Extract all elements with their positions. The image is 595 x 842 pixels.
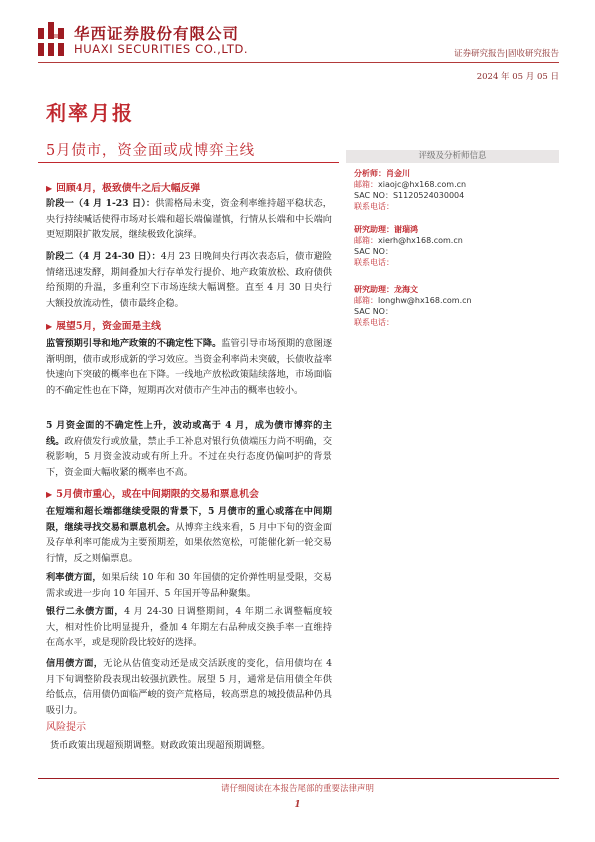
paragraph-lead: 5 月资金面的不确定性上升，波动或高于 4 月，成为债市博弈的主线。	[46, 420, 332, 447]
analyst-card	[354, 284, 472, 328]
analyst-email-link[interactable]: longhw@hx168.com.cn	[378, 296, 472, 305]
report-title: 5月债市，资金面或成博弈主线	[46, 143, 255, 159]
paragraph-lead: 监管预期引导和地产政策的不确定性下降。	[46, 338, 222, 349]
paragraph	[46, 418, 332, 480]
paragraph	[46, 249, 332, 311]
paragraph	[46, 336, 332, 398]
paragraph-lead: 信用债方面，	[46, 658, 104, 669]
paragraph-lead: 利率债方面，	[46, 572, 102, 583]
analyst-role: 研究助理：	[354, 285, 394, 294]
paragraph	[46, 504, 332, 566]
paragraph	[46, 604, 332, 651]
risk-text: 货币政策出现超预期调整。财政政策出现超预期调整。	[50, 740, 271, 751]
analyst-name: 肖金川	[386, 169, 410, 178]
paragraph-lead: 在短端和超长端都继续受限的背景下，5 月债市的重心或落在中间期限，继续寻找交易和票息机会。	[46, 506, 332, 533]
paragraph-text: 无论从估值变动还是成交活跃度的变化，信用债均在 4 月下旬调整阶段表现出较强抗跌性。展望 5 月，通常是信用债全年供给低点，信用债仍面临严峻的资产荒格局，较高票息的城投债品种仍具吸引力。	[46, 658, 333, 716]
phone-label: 联系电话：	[354, 258, 394, 267]
triangle-bullet-icon: ▶	[46, 321, 53, 331]
paragraph	[46, 196, 332, 243]
sac-label: SAC NO：	[354, 307, 393, 316]
sac-number: S1120524030004	[392, 191, 465, 200]
paragraph-lead: 阶段一（4 月 1-23 日）：	[46, 198, 156, 209]
paragraph-text: 从博弈主线来看，5 月中下旬的资金面及存单利率可能成为主要预期差，如果依然宽松，可能催化新一轮交易行情，反之则偏票息。	[46, 521, 333, 564]
paragraph-text: 监管引导市场预期的意图逐渐明朗，债市或形成新的学习效应。当资金利率尚未突破，长债收益率快速向下突破的概率也在下降。一线地产放松政策陆续落地，市场面临的不确定性也在下降，短期再次对债市产生冲击的概率也较小。	[46, 338, 333, 396]
phone-label: 联系电话：	[354, 318, 394, 327]
sidebar-heading: 评级及分析师信息	[346, 150, 559, 163]
paragraph-text: 政府债发行或放量，禁止手工补息对银行负债端压力尚不明确，交税影响，5 月资金波动或有所上升。不过在央行态度仍偏呵护的背景下，资金面大幅收紧的概率也不高。	[46, 435, 333, 478]
triangle-bullet-icon: ▶	[46, 183, 53, 193]
report-type-title: 利率月报	[46, 101, 134, 125]
footer-divider	[38, 778, 559, 779]
analyst-email-link[interactable]: xiaojc@hx168.com.cn	[378, 180, 467, 189]
company-name-en: HUAXI SECURITIES CO.,LTD.	[74, 42, 249, 56]
paragraph-lead: 银行二永债方面，	[46, 606, 125, 617]
company-name-cn: 华西证券股份有限公司	[74, 25, 240, 43]
phone-label: 联系电话：	[354, 202, 394, 211]
analyst-card	[354, 168, 466, 212]
paragraph-lead: 阶段二（4 月 24-30 日）：	[46, 251, 161, 262]
email-label: 邮箱：	[354, 296, 378, 305]
email-label: 邮箱：	[354, 236, 378, 245]
paragraph-text: 4月 23 日晚间央行再次表态后，债市避险情绪迅速发酵，期间叠加大行存单发行提价、地产政策放松、政府债供给预期的升温，多重利空下市场连续大幅调整。直至 4 月 30 日央行大额投放流动性，债市最终企稳。	[46, 251, 332, 309]
paragraph	[46, 570, 332, 601]
risk-heading: 风险提示	[46, 722, 86, 733]
huaxi-logo-icon	[38, 22, 66, 56]
analyst-role: 研究助理：	[354, 225, 394, 234]
title-divider	[38, 162, 339, 163]
section-heading: ▶ 展望5月，资金面是主线	[46, 321, 161, 332]
analyst-role: 分析师：	[354, 169, 386, 178]
section-heading: ▶ 5月债市重心，或在中间期限的交易和票息机会	[46, 489, 259, 500]
sac-label: SAC NO：	[354, 247, 393, 256]
analyst-email-link[interactable]: xierh@hx168.com.cn	[378, 236, 463, 245]
email-label: 邮箱：	[354, 180, 378, 189]
header-divider	[38, 62, 559, 63]
sac-label: SAC NO：	[354, 191, 393, 200]
report-category: 证券研究报告|固收研究报告	[454, 49, 559, 59]
section-heading: ▶ 回顾4月，极致债牛之后大幅反弹	[46, 183, 201, 194]
analyst-sidebar	[346, 150, 559, 327]
triangle-bullet-icon: ▶	[46, 489, 53, 499]
paragraph-text: 供需格局未变，资金利率维持超平稳状态，央行持续喊话使得市场对长端和超长端偏谨慎，行情从长端和中长端向更短期限扩散发展，继续极致化演绎。	[46, 198, 332, 241]
legal-notice: 请仔细阅读在本报告尾部的重要法律声明	[220, 784, 374, 794]
report-date: 2024 年 05 月 05 日	[476, 72, 559, 82]
paragraph-text: 如果后续 10 年和 30 年国债的定价弹性明显受限，交易需求或进一步向 10 年国开、5 年国开等品种聚集。	[46, 572, 333, 599]
analyst-name: 龙海文	[394, 285, 418, 294]
page-number: 1	[294, 800, 301, 810]
analyst-card	[354, 224, 463, 268]
paragraph-text: 4 月 24-30 日调整期间，4 年期二永调整幅度较大，相对性价比明显提升，叠加 4 年期左右品种成交换手率一直维持在高水平，或是现阶段比较好的选择。	[46, 606, 333, 649]
paragraph	[46, 656, 332, 718]
analyst-name: 谢瑞鸿	[394, 225, 418, 234]
